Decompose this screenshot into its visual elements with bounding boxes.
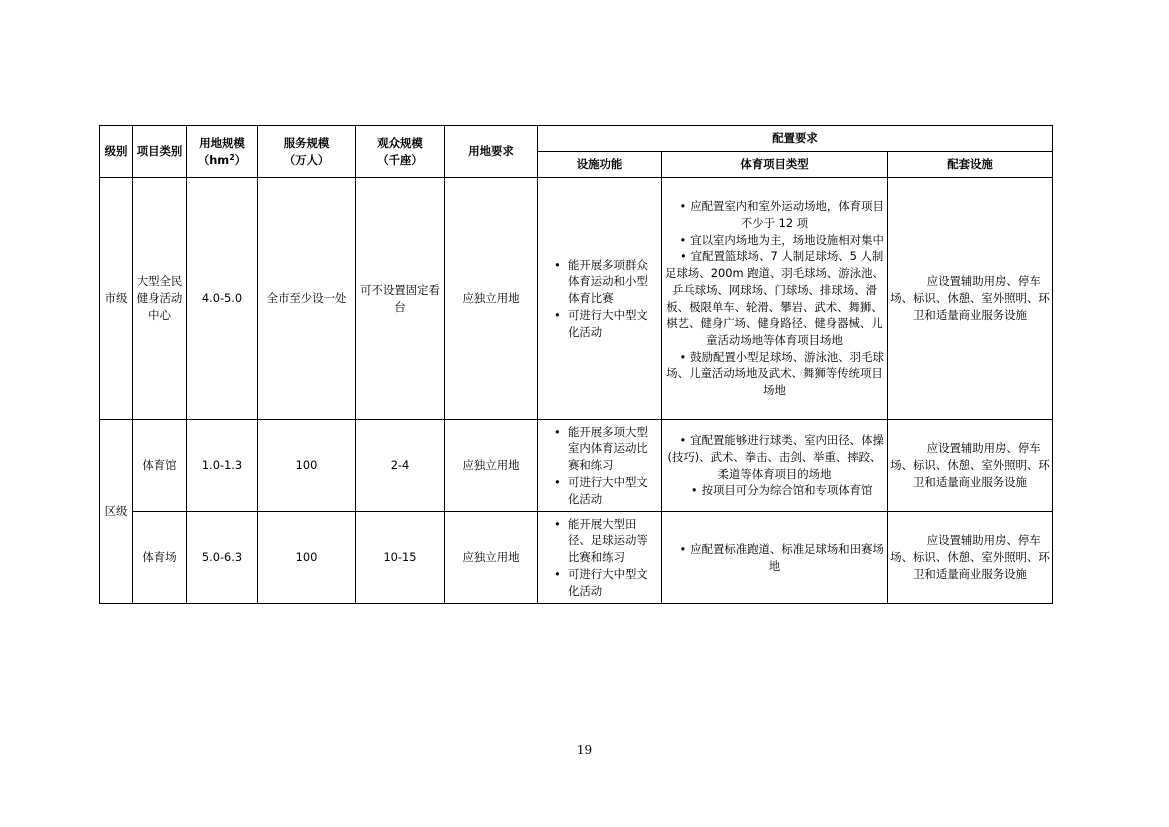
list-item: • 鼓励配置小型足球场、游泳池、羽毛球场、儿童活动场地及武术、舞狮等传统项目场地 — [666, 349, 884, 398]
list-item: • 能开展大型田径、足球运动等比赛和练习 — [568, 516, 659, 566]
cell-land-scale: 5.0-6.3 — [187, 512, 258, 604]
list-item: • 能开展多项群众体育运动和小型体育比赛 — [568, 257, 659, 307]
table-row — [100, 512, 1053, 604]
header-land-requirement: 用地要求 — [445, 126, 538, 178]
header-category: 项目类别 — [133, 126, 187, 178]
cell-supporting-facilities: 应设置辅助用房、停车场、标识、休憩、室外照明、环卫和适量商业服务设施 — [888, 420, 1053, 512]
list-item: • 能开展多项大型室内体育运动比赛和练习 — [568, 424, 659, 474]
header-land-scale-unit-post: ） — [234, 152, 247, 167]
cell-facility-function — [538, 512, 662, 604]
cell-category: 大型全民健身活动中心 — [133, 178, 187, 420]
cell-sport-types — [662, 420, 888, 512]
header-service-scale — [258, 126, 356, 178]
cell-sport-types — [662, 512, 888, 604]
list-item-text: 宜以室内场地为主，场地设施相对集中 — [690, 232, 884, 247]
cell-category: 体育场 — [133, 512, 187, 604]
list-item-text: 按项目可分为综合馆和专项体育馆 — [701, 483, 873, 498]
list-item: • 应配置标准跑道、标准足球场和田赛场地 — [679, 541, 884, 573]
list-item: • 可进行大中型文化活动 — [568, 566, 659, 599]
list-item: • 可进行大中型文化活动 — [568, 307, 659, 340]
list-item: • 宜配置篮球场、7 人制足球场、5 人制足球场、200m 跑道、羽毛球场、游泳池、乒乓球场、网球场、门球场、排球场、滑板、极限单车、轮滑、攀岩、武术、舞狮、棋艺、健身广场、健身路径、健身器械、儿童活动场地等体育项目场地 — [665, 249, 884, 347]
header-land-scale — [187, 126, 258, 178]
cell-land-scale: 1.0-1.3 — [187, 420, 258, 512]
function-list — [540, 516, 659, 600]
list-item-text: 应配置标准跑道、标准足球场和田赛场地 — [690, 541, 884, 573]
header-sport-types: 体育项目类型 — [662, 152, 888, 178]
cell-facility-function — [538, 420, 662, 512]
list-item: • 宜配置能够进行球类、室内田径、体操(技巧)、武术、拳击、击剑、举重、摔跤、柔道等体育项目的场地 — [667, 433, 884, 481]
header-service-line2: （万人） — [283, 152, 330, 167]
cell-land-requirement: 应独立用地 — [445, 178, 538, 420]
table-row — [100, 420, 1053, 512]
cell-level: 区级 — [100, 420, 133, 604]
header-supporting-facilities: 配套设施 — [888, 152, 1053, 178]
cell-supporting-facilities: 应设置辅助用房、停车场、标识、休憩、室外照明、环卫和适量商业服务设施 — [888, 178, 1053, 420]
header-land-scale-unit-pre: （hm — [197, 152, 230, 167]
list-item: • 按项目可分为综合馆和专项体育馆 — [690, 483, 873, 498]
cell-audience-scale: 可不设置固定看台 — [356, 178, 445, 420]
list-item-text: 宜配置能够进行球类、室内田径、体操(技巧)、武术、拳击、击剑、举重、摔跤、柔道等体育项目的场地 — [667, 433, 884, 481]
cell-level: 市级 — [100, 178, 133, 420]
list-item: • 应配置室内和室外运动场地，体育项目不少于 12 项 — [679, 199, 884, 230]
header-service-line1: 服务规模 — [283, 135, 330, 150]
function-list — [540, 424, 659, 508]
list-item: • 可进行大中型文化活动 — [568, 474, 659, 507]
table-row — [100, 178, 1053, 420]
list-item-text: 应配置室内和室外运动场地，体育项目不少于 12 项 — [690, 199, 884, 230]
header-config-requirement: 配置要求 — [538, 126, 1053, 152]
header-facility-function: 设施功能 — [538, 152, 662, 178]
cell-service-scale: 全市至少设一处 — [258, 178, 356, 420]
header-land-scale-line1: 用地规模 — [199, 135, 245, 150]
header-audience-line2: （千座） — [377, 152, 423, 167]
cell-service-scale: 100 — [258, 420, 356, 512]
list-item-text: 鼓励配置小型足球场、游泳池、羽毛球场、儿童活动场地及武术、舞狮等传统项目场地 — [666, 349, 884, 398]
list-item-text: 宜配置篮球场、7 人制足球场、5 人制足球场、200m 跑道、羽毛球场、游泳池、乒乓球场、网球场、门球场、排球场、滑板、极限单车、轮滑、攀岩、武术、舞狮、棋艺、健身广场、健身路径、健身器械、儿童活动场地等体育项目场地 — [665, 249, 884, 347]
function-list — [540, 257, 659, 341]
cell-supporting-facilities: 应设置辅助用房、停车场、标识、休憩、室外照明、环卫和适量商业服务设施 — [888, 512, 1053, 604]
header-audience-line1: 观众规模 — [377, 135, 423, 150]
cell-land-requirement: 应独立用地 — [445, 512, 538, 604]
header-level: 级别 — [100, 126, 133, 178]
header-land-scale-sup: 2 — [229, 152, 235, 162]
cell-audience-scale: 10-15 — [356, 512, 445, 604]
cell-service-scale: 100 — [258, 512, 356, 604]
cell-sport-types — [662, 178, 888, 420]
list-item: • 宜以室内场地为主，场地设施相对集中 — [679, 232, 884, 247]
cell-audience-scale: 2-4 — [356, 420, 445, 512]
cell-facility-function — [538, 178, 662, 420]
cell-land-scale: 4.0-5.0 — [187, 178, 258, 420]
cell-land-requirement: 应独立用地 — [445, 420, 538, 512]
header-audience-scale — [356, 126, 445, 178]
header-row-1 — [100, 126, 1053, 152]
page-number: 19 — [576, 743, 593, 757]
facility-config-table — [99, 125, 1053, 604]
cell-category: 体育馆 — [133, 420, 187, 512]
